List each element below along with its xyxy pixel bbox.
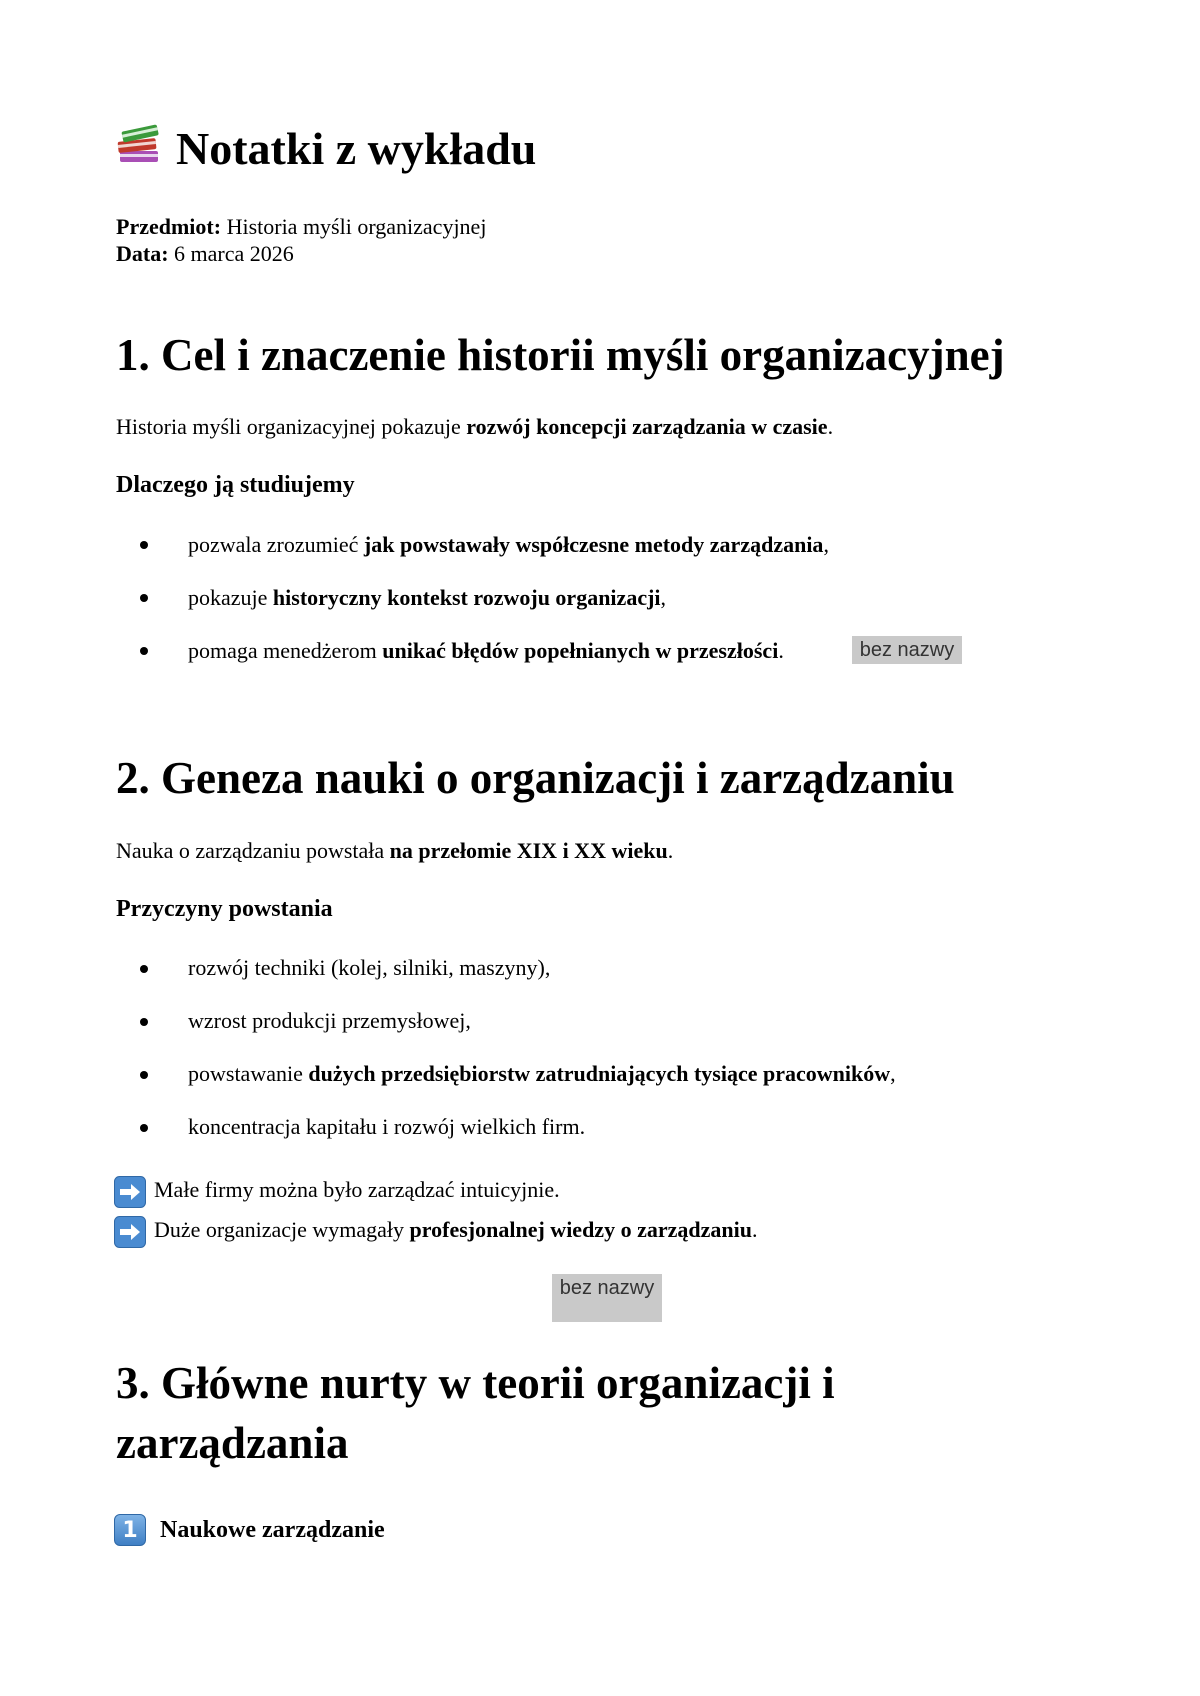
arrow-note-bold: profesjonalnej wiedzy o zarządzaniu [409, 1217, 752, 1242]
image-placeholder[interactable]: bez nazwy [852, 636, 962, 664]
section-1-subheading: Dlaczego ją studiujemy [116, 472, 355, 498]
section-3-subheading: Naukowe zarządzanie [160, 1517, 385, 1543]
list-item: wzrost produkcji przemysłowej, [188, 1008, 471, 1033]
page-title: Notatki z wykładu [176, 123, 537, 174]
section-1-heading: 1. Cel i znaczenie historii myśli organizacyjnej [116, 330, 1005, 380]
intro-text: Nauka o zarządzaniu powstała [116, 838, 390, 863]
section-3-heading-line-2: zarządzania [116, 1418, 349, 1468]
list-item [188, 638, 784, 664]
section-1-intro [116, 414, 833, 440]
arrow-right-icon [114, 1176, 146, 1208]
list-item-text: pozwala zrozumieć [188, 532, 364, 557]
subject-label: Przedmiot: [116, 214, 222, 239]
list-item: rozwój techniki (kolej, silniki, maszyny), [188, 955, 551, 980]
arrow-note-1: Małe firmy można było zarządzać intuicyjnie. [154, 1177, 560, 1202]
list-item-end: , [823, 532, 829, 557]
list-item-text: pokazuje [188, 585, 273, 610]
arrow-note-end: . [751, 1217, 758, 1242]
books-icon [116, 123, 162, 165]
section-2-subheading: Przyczyny powstania [116, 896, 333, 922]
intro-bold: na przełomie XIX i XX wieku [389, 838, 668, 863]
bullet-dot [140, 1018, 148, 1026]
date-label: Data: [116, 241, 169, 266]
image-placeholder[interactable]: bez nazwy [552, 1274, 662, 1322]
intro-end: . [667, 838, 674, 863]
date-line [116, 241, 294, 267]
intro-bold: rozwój koncepcji zarządzania w czasie [466, 414, 828, 439]
list-item-bold: historyczny kontekst rozwoju organizacji [272, 585, 661, 610]
list-item: koncentracja kapitału i rozwój wielkich firm. [188, 1114, 586, 1139]
list-item [188, 585, 666, 611]
bullet-dot [140, 647, 148, 655]
list-item-bold: unikać błędów popełnianych w przeszłości [382, 638, 779, 663]
intro-end: . [827, 414, 834, 439]
arrow-note-text: Duże organizacje wymagały [154, 1217, 410, 1242]
list-item-bold: dużych przedsiębiorstw zatrudniających tysiące pracowników [308, 1061, 891, 1086]
list-item [188, 1061, 896, 1087]
section-3-heading-line-1: 3. Główne nurty w teorii organizacji i [116, 1358, 835, 1408]
intro-text: Historia myśli organizacyjnej pokazuje [116, 414, 467, 439]
subject-value: Historia myśli organizacyjnej [221, 214, 487, 239]
bullet-dot [140, 965, 148, 973]
arrow-right-icon [114, 1216, 146, 1248]
list-item-bold: jak powstawały współczesne metody zarządzania [363, 532, 824, 557]
bullet-dot [140, 1071, 148, 1079]
bullet-dot [140, 541, 148, 549]
list-item [188, 532, 829, 558]
bullet-dot [140, 1124, 148, 1132]
list-item-text: powstawanie [188, 1061, 309, 1086]
keycap-one-icon: 1 [114, 1514, 146, 1546]
bullet-dot [140, 594, 148, 602]
list-item-text: pomaga menedżerom [188, 638, 383, 663]
section-2-heading: 2. Geneza nauki o organizacji i zarządzaniu [116, 753, 955, 803]
list-item-end: , [890, 1061, 896, 1086]
list-item-end: . [778, 638, 784, 663]
list-item-end: , [660, 585, 667, 610]
subject-line [116, 214, 486, 240]
date-value: 6 marca 2026 [168, 241, 294, 266]
arrow-note-2 [154, 1217, 757, 1243]
section-2-intro [116, 838, 673, 864]
